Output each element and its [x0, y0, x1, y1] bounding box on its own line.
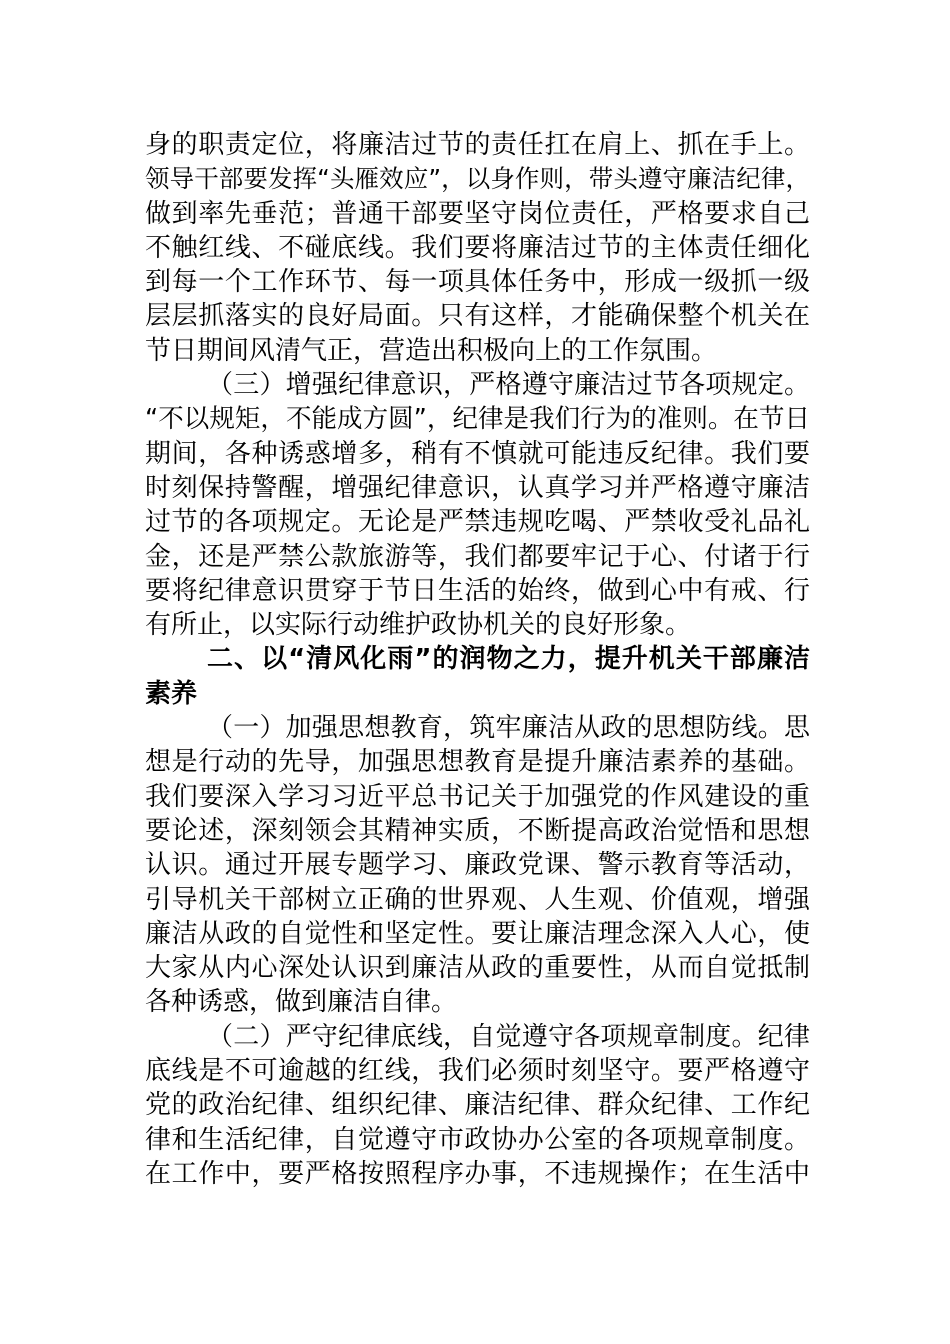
text-line: （三）增强纪律意识，严格遵守廉洁过节各项规定。	[207, 370, 810, 401]
text-line: 期间，各种诱惑增多，稍有不慎就可能违反纪律。我们要	[145, 438, 810, 469]
text-line: 做到率先垂范；普通干部要坚守岗位责任，严格要求自己	[145, 198, 810, 229]
text-line: 要论述，深刻领会其精神实质，不断提高政治觉悟和思想	[145, 815, 810, 846]
text-line: 廉洁从政的自觉性和坚定性。要让廉洁理念深入人心，使	[145, 918, 810, 949]
section-heading-line: 素养	[145, 678, 198, 709]
text-line: 引导机关干部树立正确的世界观、人生观、价值观，增强	[145, 884, 810, 915]
text-line: 我们要深入学习习近平总书记关于加强党的作风建设的重	[145, 781, 810, 812]
section-heading-line: 二、以“清风化雨”的润物之力，提升机关干部廉洁	[207, 644, 810, 675]
text-line: 大家从内心深处认识到廉洁从政的重要性，从而自觉抵制	[145, 953, 810, 984]
text-line: 想是行动的先导，加强思想教育是提升廉洁素养的基础。	[145, 747, 810, 778]
text-line: 金，还是严禁公款旅游等，我们都要牢记于心、付诸于行	[145, 541, 810, 572]
text-line: 认识。通过开展专题学习、廉政党课、警示教育等活动，	[145, 850, 810, 881]
text-line: 身的职责定位，将廉洁过节的责任扛在肩上、抓在手上。	[145, 130, 810, 160]
text-line: 领导干部要发挥“头雁效应”，以身作则，带头遵守廉洁纪律，	[145, 164, 810, 194]
text-line: 时刻保持警醒，增强纪律意识，认真学习并严格遵守廉洁	[145, 472, 810, 503]
text-line: （一）加强思想教育，筑牢廉洁从政的思想防线。思	[207, 713, 810, 744]
text-line: 党的政治纪律、组织纪律、廉洁纪律、群众纪律、工作纪	[145, 1090, 810, 1121]
text-line: 有所止，以实际行动维护政协机关的良好形象。	[145, 610, 692, 641]
text-line: 律和生活纪律，自觉遵守市政协办公室的各项规章制度。	[145, 1124, 810, 1155]
text-line: “不以规矩，不能成方圆”，纪律是我们行为的准则。在节日	[145, 404, 810, 435]
text-line: 要将纪律意识贯穿于节日生活的始终，做到心中有戒、行	[145, 575, 810, 606]
text-line: 在工作中，要严格按照程序办事，不违规操作；在生活中	[145, 1158, 810, 1189]
text-line: 底线是不可逾越的红线，我们必须时刻坚守。要严格遵守	[145, 1056, 810, 1087]
document-body-text	[145, 128, 810, 1191]
text-line: 节日期间风清气正，营造出积极向上的工作氛围。	[145, 335, 718, 366]
text-line: 层层抓落实的良好局面。只有这样，才能确保整个机关在	[145, 301, 810, 332]
text-line: 过节的各项规定。无论是严禁违规吃喝、严禁收受礼品礼	[145, 507, 810, 538]
text-line: 不触红线、不碰底线。我们要将廉洁过节的主体责任细化	[145, 232, 810, 263]
text-line: 各种诱惑，做到廉洁自律。	[145, 987, 458, 1018]
text-line: 到每一个工作环节、每一项具体任务中，形成一级抓一级	[145, 267, 810, 298]
text-line: （二）严守纪律底线，自觉遵守各项规章制度。纪律	[207, 1021, 810, 1052]
